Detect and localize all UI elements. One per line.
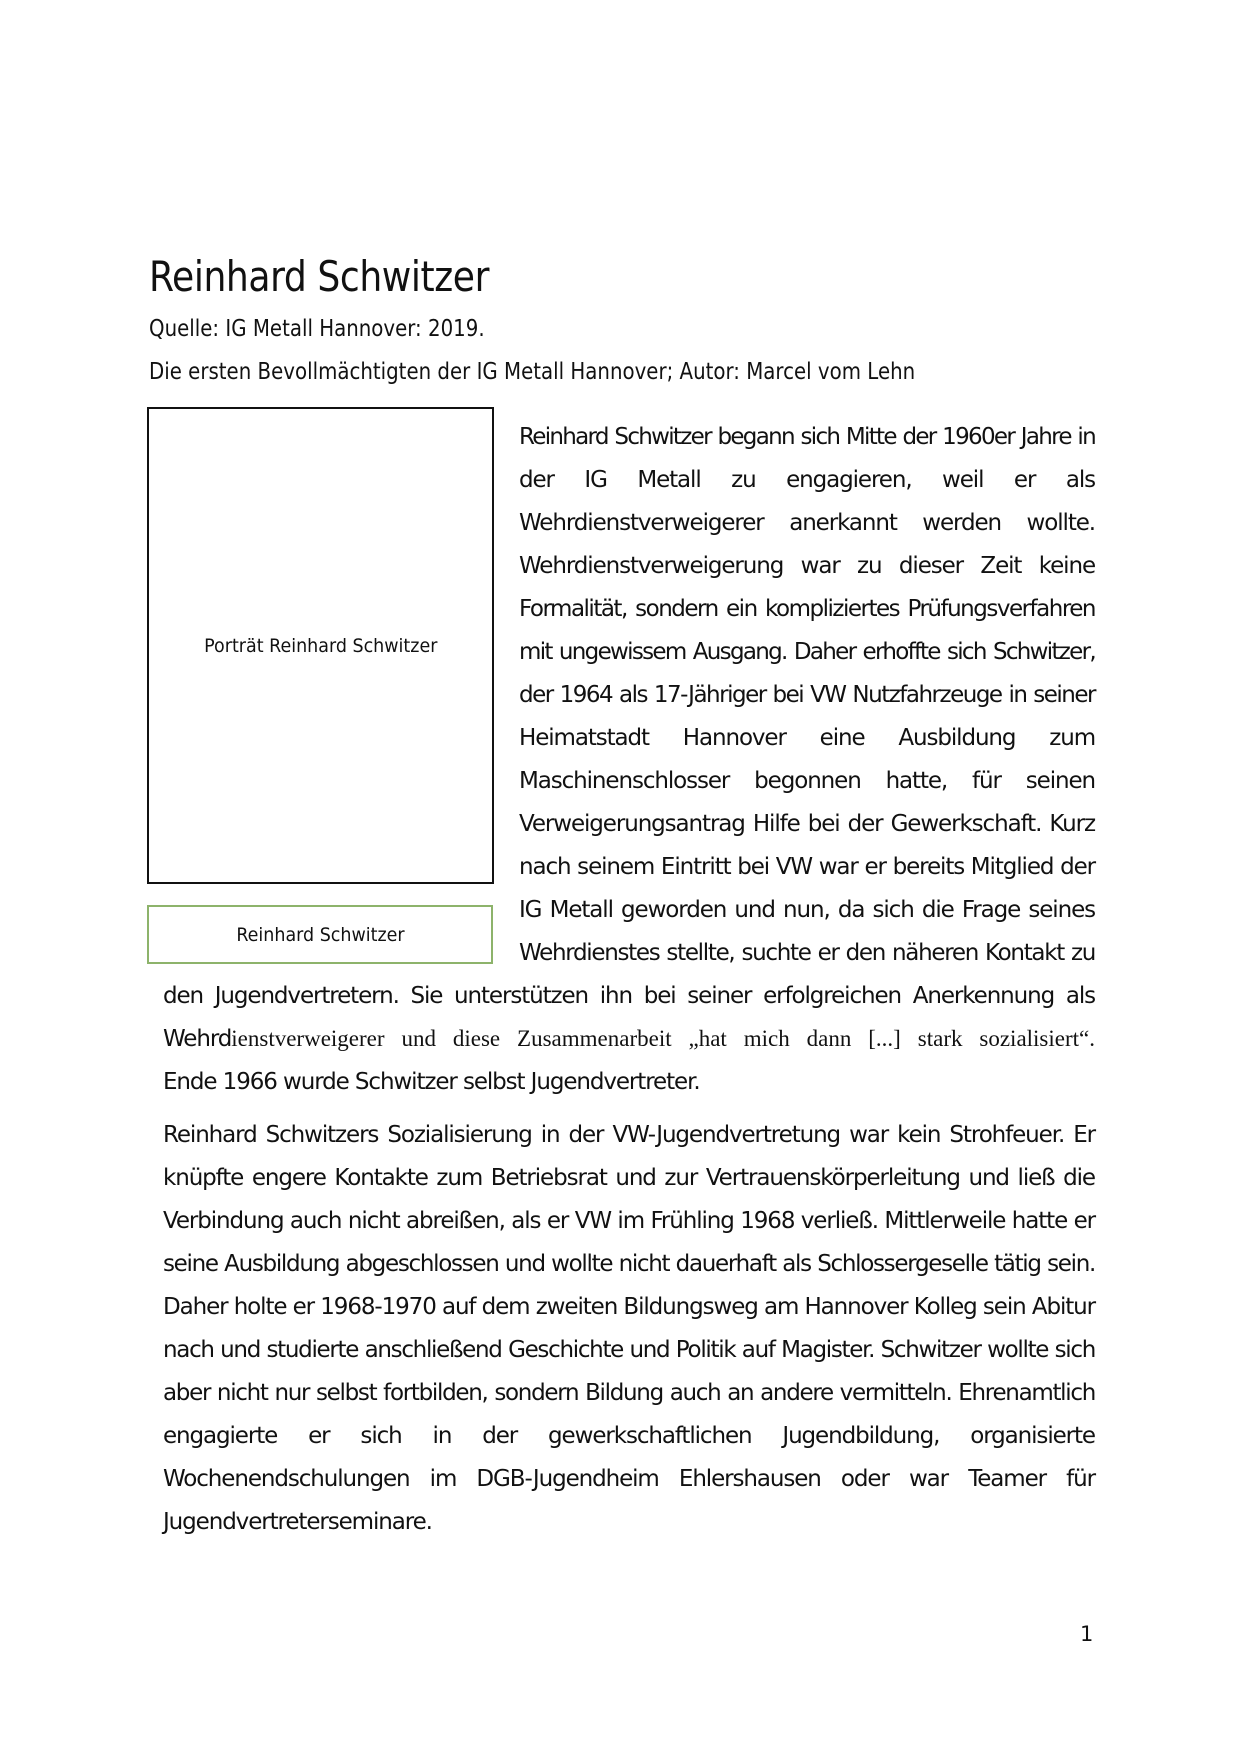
paragraph-line: Ende 1966 wurde Schwitzer selbst Jugendvertreter. (163, 1069, 700, 1095)
paragraph-line: Daher holte er 1968-1970 auf dem zweiten Bildungsweg am Hannover Kolleg sein Abitur (163, 1294, 1095, 1320)
paragraph-text-serif-quote: ienstverweigerer und diese Zusammenarbeit „hat mich dann [...] stark sozialisiert“. (231, 1026, 1095, 1051)
paragraph-line: aber nicht nur selbst fortbilden, sondern Bildung auch an andere vermitteln. Ehrenamtlich (163, 1380, 1095, 1406)
paragraph-line: Jugendvertreterseminare. (163, 1509, 432, 1535)
portrait-caption (147, 905, 493, 964)
paragraph-line: engagierte er sich in der gewerkschaftlichen Jugendbildung, organisierte (163, 1423, 1095, 1449)
paragraph-line: Wochenendschulungen im DGB-Jugendheim Ehlershausen oder war Teamer für (163, 1466, 1095, 1492)
paragraph-line: knüpfte engere Kontakte zum Betriebsrat und zur Vertrauenskörperleitung und ließ die (163, 1165, 1095, 1191)
paragraph-line: Maschinenschlosser begonnen hatte, für seinen (519, 768, 1095, 794)
paragraph-line: Verbindung auch nicht abreißen, als er VW im Frühling 1968 verließ. Mittlerweile hatte er (163, 1208, 1095, 1234)
paragraph-line: Verweigerungsantrag Hilfe bei der Gewerkschaft. Kurz (519, 811, 1095, 837)
paragraph-line: der IG Metall zu engagieren, weil er als (519, 467, 1095, 493)
subtitle-line: Die ersten Bevollmächtigten der IG Metall Hannover; Autor: Marcel vom Lehn (149, 359, 916, 385)
paragraph-line: der 1964 als 17-Jähriger bei VW Nutzfahrzeuge in seiner (519, 682, 1095, 708)
paragraph-line-mixed-font (163, 1024, 1095, 1054)
paragraph-line: mit ungewissem Ausgang. Daher erhoffte sich Schwitzer, (519, 639, 1095, 665)
paragraph-line: seine Ausbildung abgeschlossen und wollte nicht dauerhaft als Schlossergeselle tätig sein. (163, 1251, 1095, 1277)
paragraph-line: Wehrdienstverweigerung war zu dieser Zeit keine (519, 553, 1095, 579)
paragraph-line: den Jugendvertretern. Sie unterstützen ihn bei seiner erfolgreichen Anerkennung als (163, 983, 1095, 1009)
page-title: Reinhard Schwitzer (149, 252, 489, 301)
paragraph-line: Wehrdienstes stellte, suchte er den näheren Kontakt zu (519, 940, 1095, 966)
portrait-placeholder (147, 407, 494, 884)
portrait-placeholder-label: Porträt Reinhard Schwitzer (203, 634, 438, 657)
paragraph-line: IG Metall geworden und nun, da sich die Frage seines (519, 897, 1095, 923)
portrait-caption-label: Reinhard Schwitzer (235, 923, 405, 946)
paragraph-line: Reinhard Schwitzers Sozialisierung in der VW-Jugendvertretung war kein Strohfeuer. Er (163, 1122, 1095, 1148)
paragraph-line: Wehrdienstverweigerer anerkannt werden wollte. (519, 510, 1095, 536)
paragraph-line: Heimatstadt Hannover eine Ausbildung zum (519, 725, 1095, 751)
paragraph-text-sans: Wehrd (163, 1026, 232, 1052)
paragraph-line: Formalität, sondern ein kompliziertes Prüfungsverfahren (519, 596, 1095, 622)
paragraph-line: nach und studierte anschließend Geschichte und Politik auf Magister. Schwitzer wollte sich (163, 1337, 1095, 1363)
paragraph-line: nach seinem Eintritt bei VW war er bereits Mitglied der (519, 854, 1095, 880)
paragraph-line: Reinhard Schwitzer begann sich Mitte der 1960er Jahre in (519, 424, 1095, 450)
source-line: Quelle: IG Metall Hannover: 2019. (149, 316, 485, 342)
page-number: 1 (1080, 1622, 1094, 1646)
